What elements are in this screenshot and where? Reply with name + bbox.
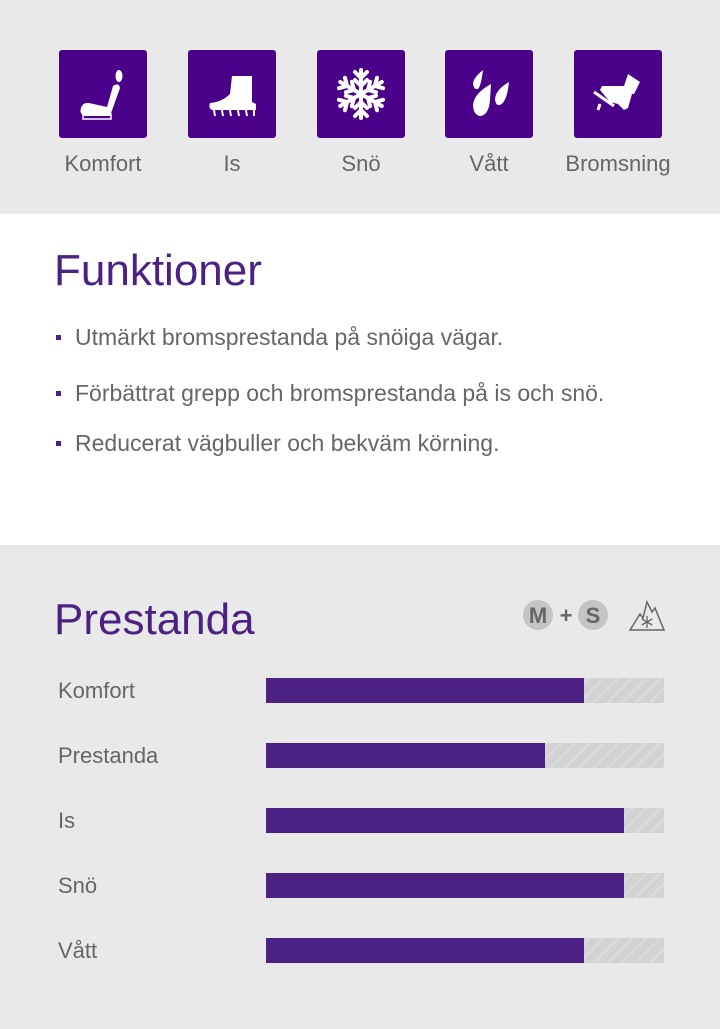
feature-label: Snö [341, 151, 381, 176]
rating-row-vatt: Vått [58, 938, 664, 964]
rating-row-komfort: Komfort [58, 678, 664, 704]
badge-s: S [585, 603, 601, 628]
rating-row-sno: Snö [58, 873, 664, 899]
feature-label: Komfort [64, 151, 142, 176]
badge-plus: + [559, 603, 573, 628]
rating-bar [266, 743, 664, 768]
snowflake-icon [331, 64, 391, 124]
feature-vatt [429, 50, 549, 177]
rating-bar [266, 938, 664, 963]
feature-label: Bromsning [565, 151, 671, 176]
functions-section [0, 214, 720, 545]
ice-boot-icon [202, 64, 262, 124]
functions-title: Funktioner [54, 246, 262, 295]
seat-icon [73, 64, 133, 124]
badge-m: M [528, 603, 548, 628]
performance-title: Prestanda [54, 595, 255, 644]
m-plus-s-badge-icon [522, 598, 610, 632]
brake-pedal-icon [588, 64, 648, 124]
function-item: Utmärkt bromsprestanda på snöiga vägar. [56, 324, 503, 351]
rating-bar [266, 808, 664, 833]
rating-bar-fill [266, 743, 545, 768]
feature-icons-section [0, 0, 720, 214]
rating-bar-fill [266, 873, 624, 898]
feature-bromsning [558, 50, 678, 177]
function-item: Förbättrat grepp och bromsprestanda på is och snö. [56, 380, 604, 407]
rating-bar [266, 678, 664, 703]
rating-row-is: Is [58, 808, 664, 834]
rating-bar-fill [266, 808, 624, 833]
rating-row-prestanda: Prestanda [58, 743, 664, 769]
performance-section [0, 545, 720, 1029]
feature-is [172, 50, 292, 177]
rain-drops-icon [459, 64, 519, 124]
rating-bar-fill [266, 938, 584, 963]
rating-bar-fill [266, 678, 584, 703]
rating-bar [266, 873, 664, 898]
feature-label: Is [223, 151, 241, 176]
function-item: Reducerat vägbuller och bekväm körning. [56, 430, 499, 457]
three-peak-mountain-snowflake-icon [628, 598, 666, 634]
feature-sno [301, 50, 421, 177]
feature-label: Vått [469, 151, 509, 176]
feature-komfort [43, 50, 163, 177]
